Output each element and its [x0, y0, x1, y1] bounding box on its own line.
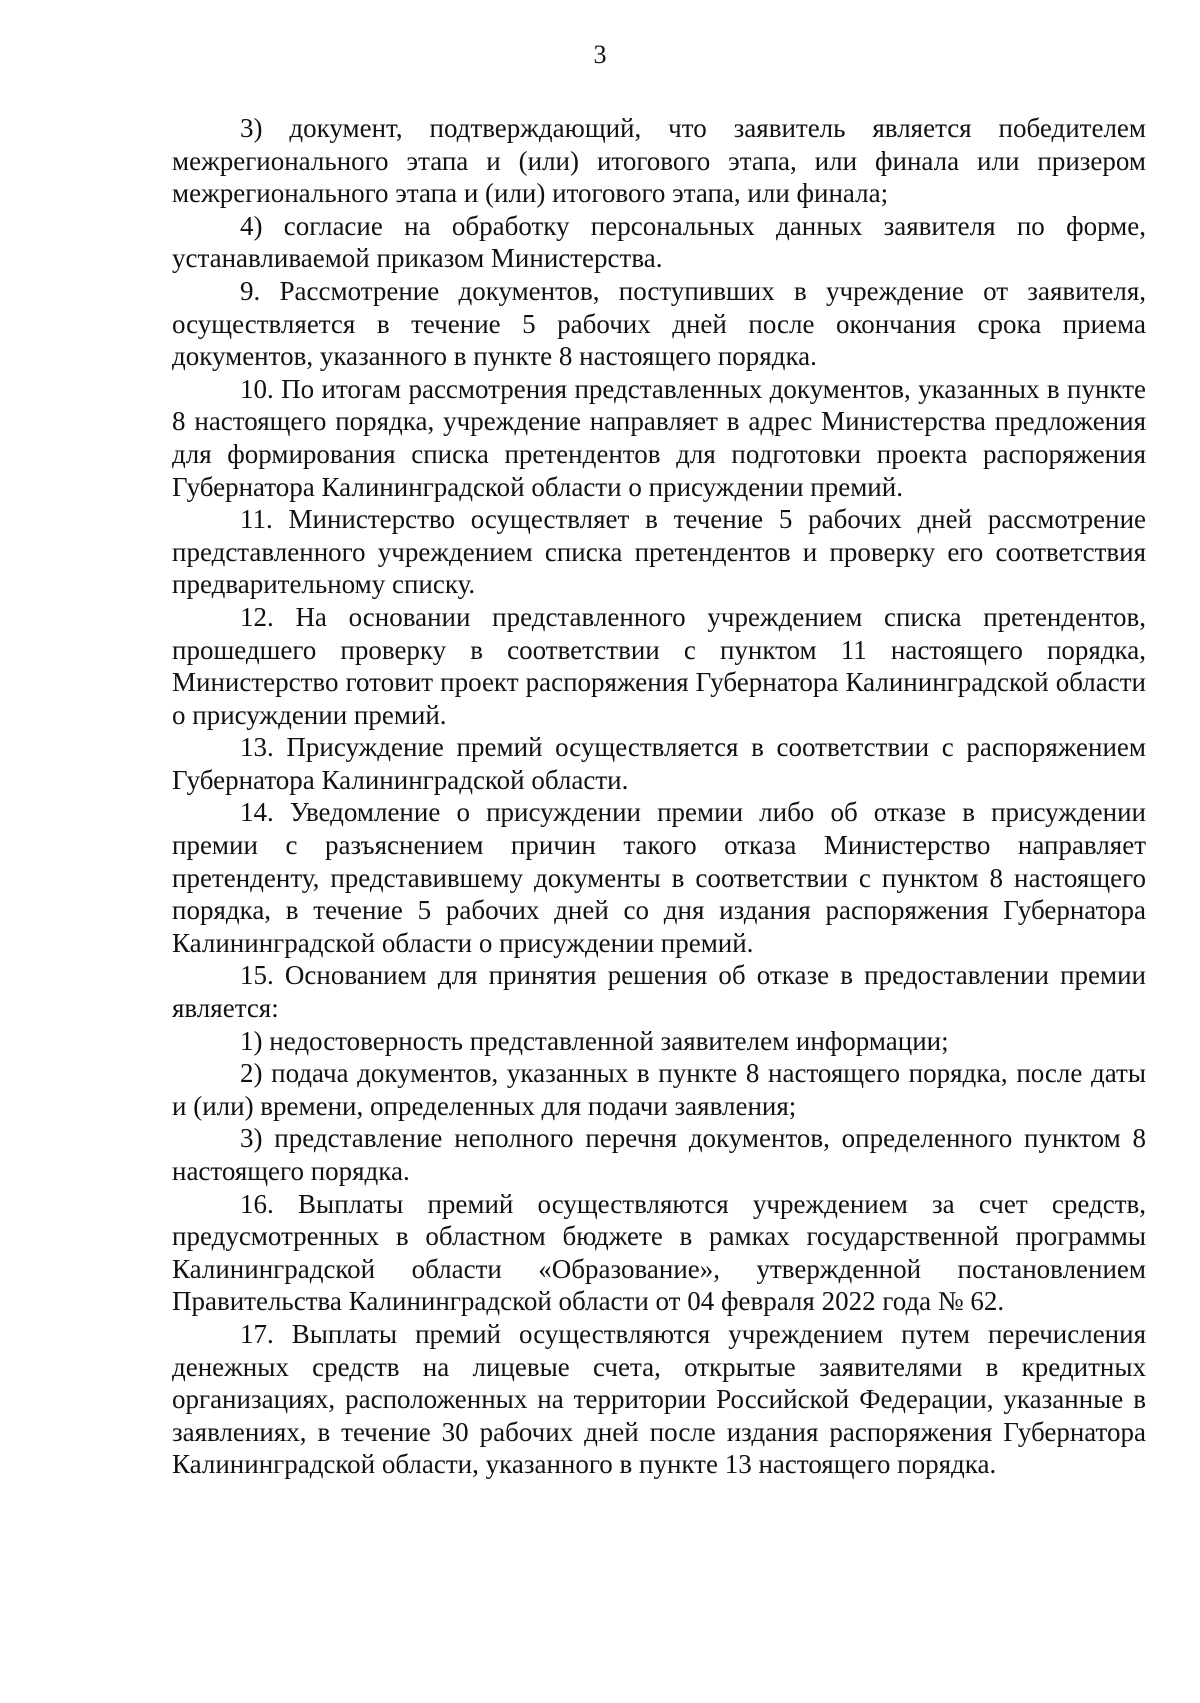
paragraph-15-item-1: 1) недостоверность представленной заявителем информации;	[240, 1025, 949, 1056]
paragraph-14: 14. Уведомление о присуждении премии либо об отказе в присуждении премии с разъяснением причин такого отказа Министерство направляет претенденту, представившему документы в соответствии с пунктом 8 настоящего порядка, в течение 5 рабочих дней со дня издания распоряжения Губернатора Калининградской области о присуждении премий.	[172, 797, 1146, 958]
paragraph-13: 13. Присуждение премий осуществляется в соответствии с распоряжением Губернатора Калининградской области.	[172, 732, 1146, 795]
paragraph-item-3-document: 3) документ, подтверждающий, что заявитель является победителем межрегионального этапа и (или) итогового этапа, или финала или призером межрегионального этапа и (или) итогового этапа, или финала;	[172, 113, 1146, 209]
paragraph-17: 17. Выплаты премий осуществляются учреждением путем перечисления денежных средств на лицевые счета, открытые заявителями в кредитных организациях, расположенных на территории Российской Федерации, указанные в заявлениях, в течение 30 рабочих дней после издания распоряжения Губернатора Калининградской области, указанного в пункте 13 настоящего порядка.	[172, 1318, 1146, 1480]
paragraph-12: 12. На основании представленного учреждением списка претендентов, прошедшего проверку в соответствии с пунктом 11 настоящего порядка, Министерство готовит проект распоряжения Губернатора Калининградской области о присуждении премий.	[172, 601, 1146, 730]
paragraph-15-item-2: 2) подача документов, указанных в пункте 8 настоящего порядка, после даты и (или) времени, определенных для подачи заявления;	[172, 1058, 1146, 1121]
paragraph-item-4-consent: 4) согласие на обработку персональных данных заявителя по форме, устанавливаемой приказом Министерства.	[172, 210, 1146, 274]
paragraph-9: 9. Рассмотрение документов, поступивших в учреждение от заявителя, осуществляется в течение 5 рабочих дней после окончания срока приема документов, указанного в пункте 8 настоящего порядка.	[172, 275, 1146, 372]
paragraph-11: 11. Министерство осуществляет в течение 5 рабочих дней рассмотрение представленного учреждением списка претендентов и проверку его соответствия предварительному списку.	[172, 504, 1146, 600]
paragraph-15-item-3: 3) представление неполного перечня документов, определенного пунктом 8 настоящего порядка.	[172, 1123, 1146, 1186]
paragraph-15: 15. Основанием для принятия решения об отказе в предоставлении премии является:	[172, 960, 1146, 1024]
document-body	[172, 112, 1146, 1481]
paragraph-10: 10. По итогам рассмотрения представленных документов, указанных в пункте 8 настоящего порядка, учреждение направляет в адрес Министерства предложения для формирования списка претендентов для подготовки проекта распоряжения Губернатора Калининградской области о присуждении премий.	[172, 373, 1146, 502]
page-number: 3	[593, 40, 607, 69]
paragraph-16: 16. Выплаты премий осуществляются учреждением за счет средств, предусмотренных в областном бюджете в рамках государственной программы Калининградской области «Образование», утвержденной постановлением Правительства Калининградской области от 04 февраля 2022 года № 62.	[172, 1188, 1146, 1317]
